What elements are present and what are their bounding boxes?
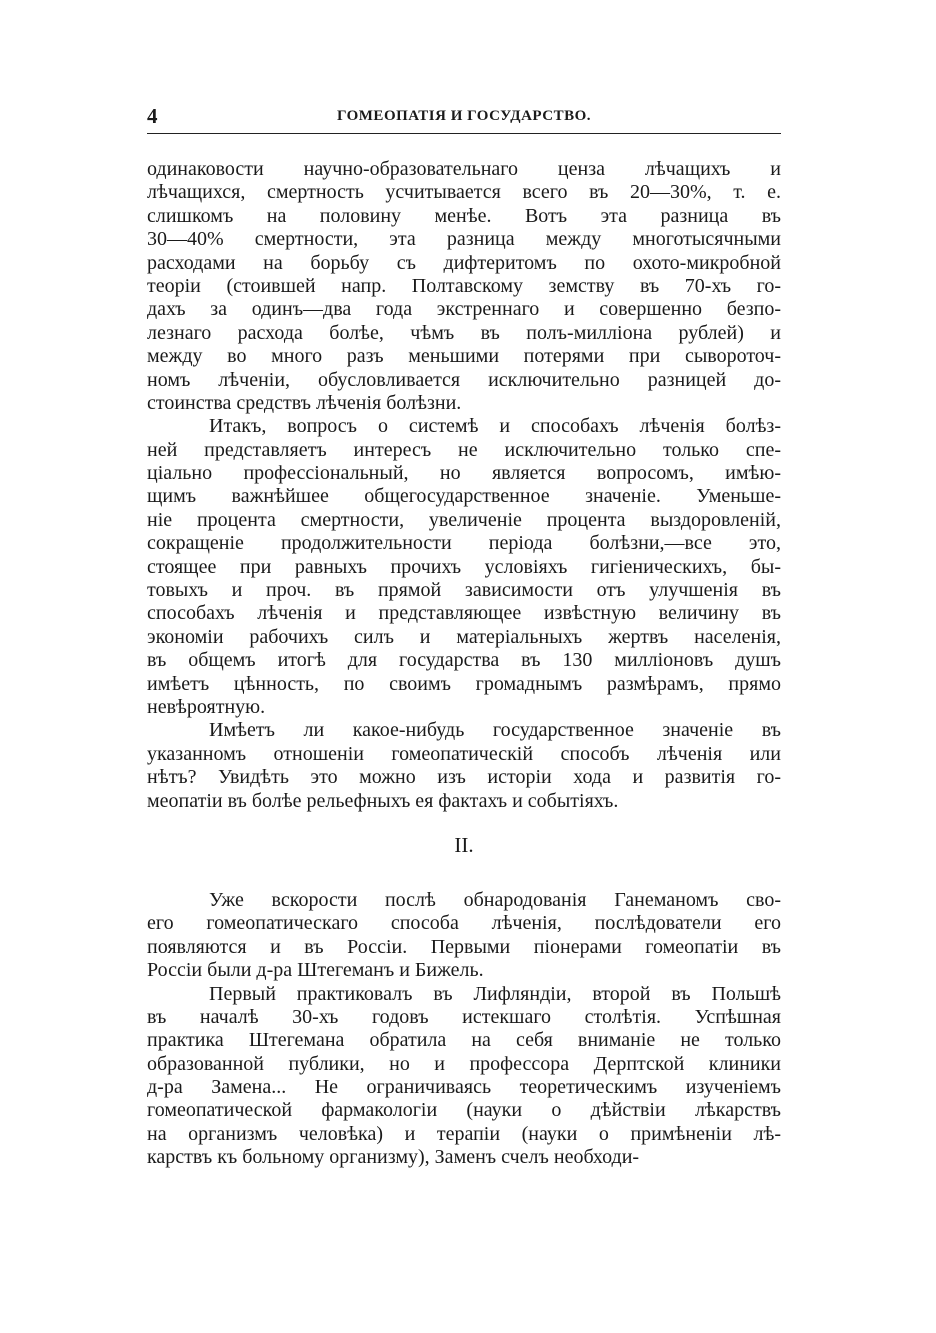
page-header — [147, 104, 781, 130]
text-line: гомеопатической фармакологіи (науки о дѣйствіи лѣкарствъ — [147, 1099, 781, 1122]
text-line: появляются и въ Россіи. Первыми піонерами гомеопатіи въ — [147, 935, 781, 958]
text-line: сокращеніе продолжительности періода болѣзни,—все это, — [147, 532, 781, 555]
paragraph — [147, 889, 781, 983]
text-line: Первый практиковалъ въ Лифляндіи, второй въ Польшѣ — [209, 982, 781, 1005]
text-line: въ началѣ 30-хъ годовъ истекшаго столѣтія. Успѣшная — [147, 1005, 781, 1028]
header-rule — [147, 133, 781, 134]
text-line: имѣетъ цѣнность, по своимъ громаднымъ размѣрамъ, прямо — [147, 672, 781, 695]
text-line: Уже вскорости послѣ обнародованія Ганеманомъ сво- — [209, 888, 781, 911]
text-line: меопатіи въ болѣе рельефныхъ ея фактахъ и событіяхъ. — [147, 789, 619, 812]
paragraph — [147, 158, 781, 415]
text-line: 30—40% смертности, эта разница между многотысячными — [147, 228, 781, 251]
text-line: карствъ къ больному организму), Заменъ счелъ необходи- — [147, 1146, 640, 1169]
text-line: товыхъ и проч. въ прямой зависимости отъ улучшенія въ — [147, 579, 781, 602]
text-line: расходами на борьбу съ дифтеритомъ по охото-микробной — [147, 251, 781, 274]
section-1 — [147, 158, 781, 813]
text-line: Имѣетъ ли какое-нибудь государственное значеніе въ — [209, 719, 781, 742]
paragraph — [147, 719, 781, 813]
text-line: образованной публики, но и профессора Дерптской клиники — [147, 1052, 781, 1075]
text-line: его гомеопатическаго способа лѣченія, послѣдователи его — [147, 912, 781, 935]
page-number: 4 — [147, 104, 158, 128]
section-number: II. — [454, 832, 474, 857]
text-line: способахъ лѣченія и представляющее извѣстную величину въ — [147, 602, 781, 625]
text-line: теоріи (стоившей напр. Полтавскому земству въ 70-хъ го- — [147, 274, 781, 297]
text-line: стоящее при равныхъ прочихъ условіяхъ гигіеническихъ, бы- — [147, 555, 781, 578]
text-line: слишкомъ на половину менѣе. Вотъ эта разница въ — [147, 204, 781, 227]
text-line: ней представляетъ интересъ не исключительно только спе- — [147, 438, 781, 461]
page-body — [147, 158, 781, 1170]
text-line: Итакъ, вопросъ о системѣ и способахъ лѣченія болѣз- — [209, 415, 781, 438]
text-line: ніе процента смертности, увеличеніе процента выздоровленій, — [147, 508, 781, 531]
text-line: д-ра Замена... Не ограничиваясь теоретическимъ изученіемъ — [147, 1076, 781, 1099]
text-line: лезнаго расхода болѣе, чѣмъ въ полъ-милліона рублей) и — [147, 321, 781, 344]
running-title: ГОМЕОПАТІЯ И ГОСУДАРСТВО. — [336, 108, 592, 124]
text-line: между во много разъ меньшими потерями при сывороточ- — [147, 345, 781, 368]
text-line: стоинства средствъ лѣченія болѣзни. — [147, 391, 462, 414]
text-line: въ общемъ итогѣ для государства въ 130 милліоновъ душъ — [147, 649, 781, 672]
text-line: невѣроятную. — [147, 695, 266, 718]
text-line: одинаковости научно-образовательнаго ценза лѣчащихъ и — [147, 158, 781, 180]
text-line: ціально профессіональный, но является вопросомъ, имѣю- — [147, 462, 781, 485]
text-line: экономіи рабочихъ силъ и матеріальныхъ жертвъ населенія, — [147, 625, 781, 648]
text-line: Россіи были д-ра Штегеманъ и Бижель. — [147, 959, 484, 982]
text-line: на организмъ человѣка) и терапіи (науки о примѣненіи лѣ- — [147, 1122, 781, 1145]
text-line: указанномъ отношеніи гомеопатическій способъ лѣченія или — [147, 742, 781, 765]
text-line: дахъ за одинъ—два года экстреннаго и совершенно безпо- — [147, 298, 781, 321]
text-line: практика Штегемана обратила на себя вниманіе не только — [147, 1029, 781, 1052]
text-line: лѣчащихся, смертность усчитывается всего въ 20—30%, т. е. — [147, 181, 781, 204]
paragraph — [147, 415, 781, 719]
section-2 — [147, 889, 781, 1170]
text-line: нѣтъ? Увидѣть это можно изъ исторіи хода и развитія го- — [147, 766, 781, 789]
paragraph — [147, 983, 781, 1170]
text-line: щимъ важнѣйшее общегосударственное значеніе. Уменьше- — [147, 485, 781, 508]
text-line: номъ лѣченіи, обусловливается исключительно разницей до- — [147, 368, 781, 391]
